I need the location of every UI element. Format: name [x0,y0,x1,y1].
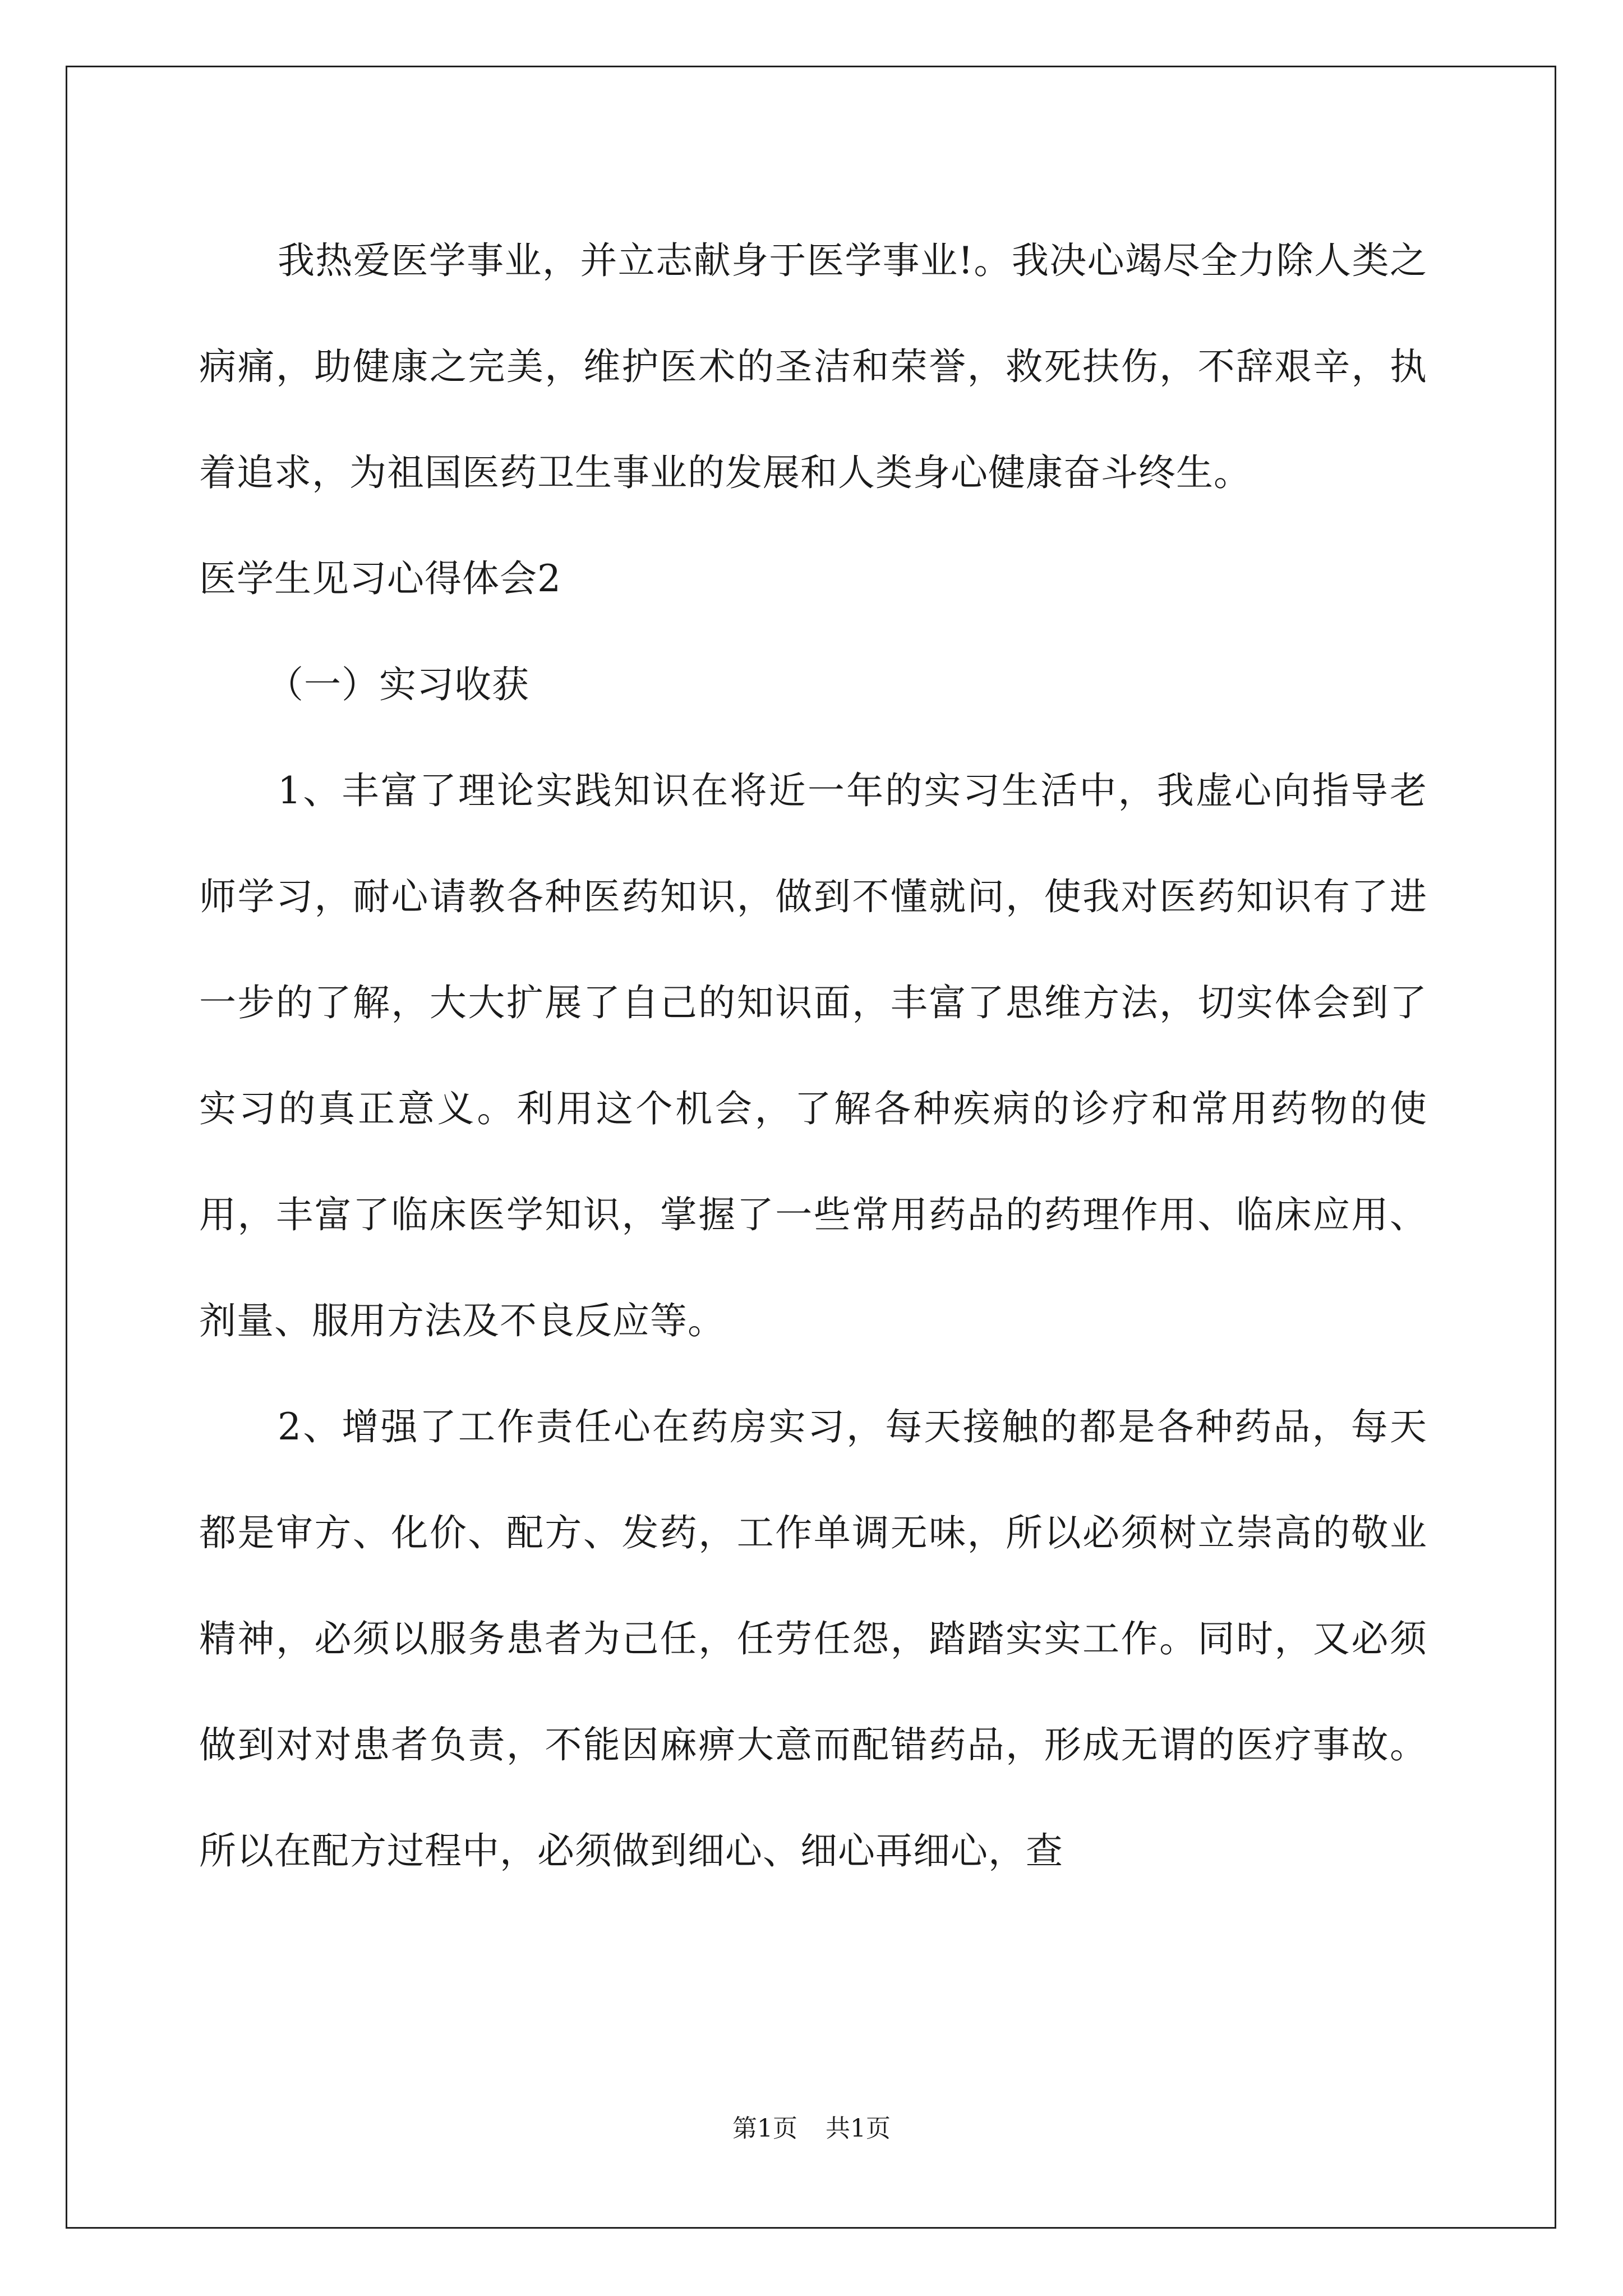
document-body [199,208,1427,1904]
paragraph-pledge: 我热爱医学事业，并立志献身于医学事业!。我决心竭尽全力除人类之病痛，助健康之完美，维护医术的圣洁和荣誉，救死扶伤，不辞艰辛，执着追求，为祖国医药卫生事业的发展和人类身心健康奋斗终生。 [199,239,1427,494]
subsection-heading: （一）实习收获 [266,663,529,706]
paragraph-responsibility: 2、增强了工作责任心在药房实习，每天接触的都是各种药品，每天都是审方、化价、配方、发药，工作单调无味，所以必须树立崇高的敬业精神，必须以服务患者为己任，任劳任怨，踏踏实实工作。同时，又必须做到对对患者负责，不能因麻痹大意而配错药品，形成无谓的医疗事故。所以在配方过程中，必须做到细心、细心再细心，查 [199,1405,1427,1872]
page-number-total: 共1页 [826,2114,891,2143]
page-footer [0,2112,1623,2146]
page-number-current: 第1页 [732,2114,797,2143]
section-heading: 医学生见习心得体会2 [199,557,561,600]
paragraph-knowledge: 1、丰富了理论实践知识在将近一年的实习生活中，我虚心向指导老师学习，耐心请教各种医药知识，做到不懂就问，使我对医药知识有了进一步的了解，大大扩展了自己的知识面，丰富了思维方法，切实体会到了实习的真正意义。利用这个机会，了解各种疾病的诊疗和常用药物的使用，丰富了临床医学知识，掌握了一些常用药品的药理作用、临床应用、剂量、服用方法及不良反应等。 [199,769,1427,1342]
